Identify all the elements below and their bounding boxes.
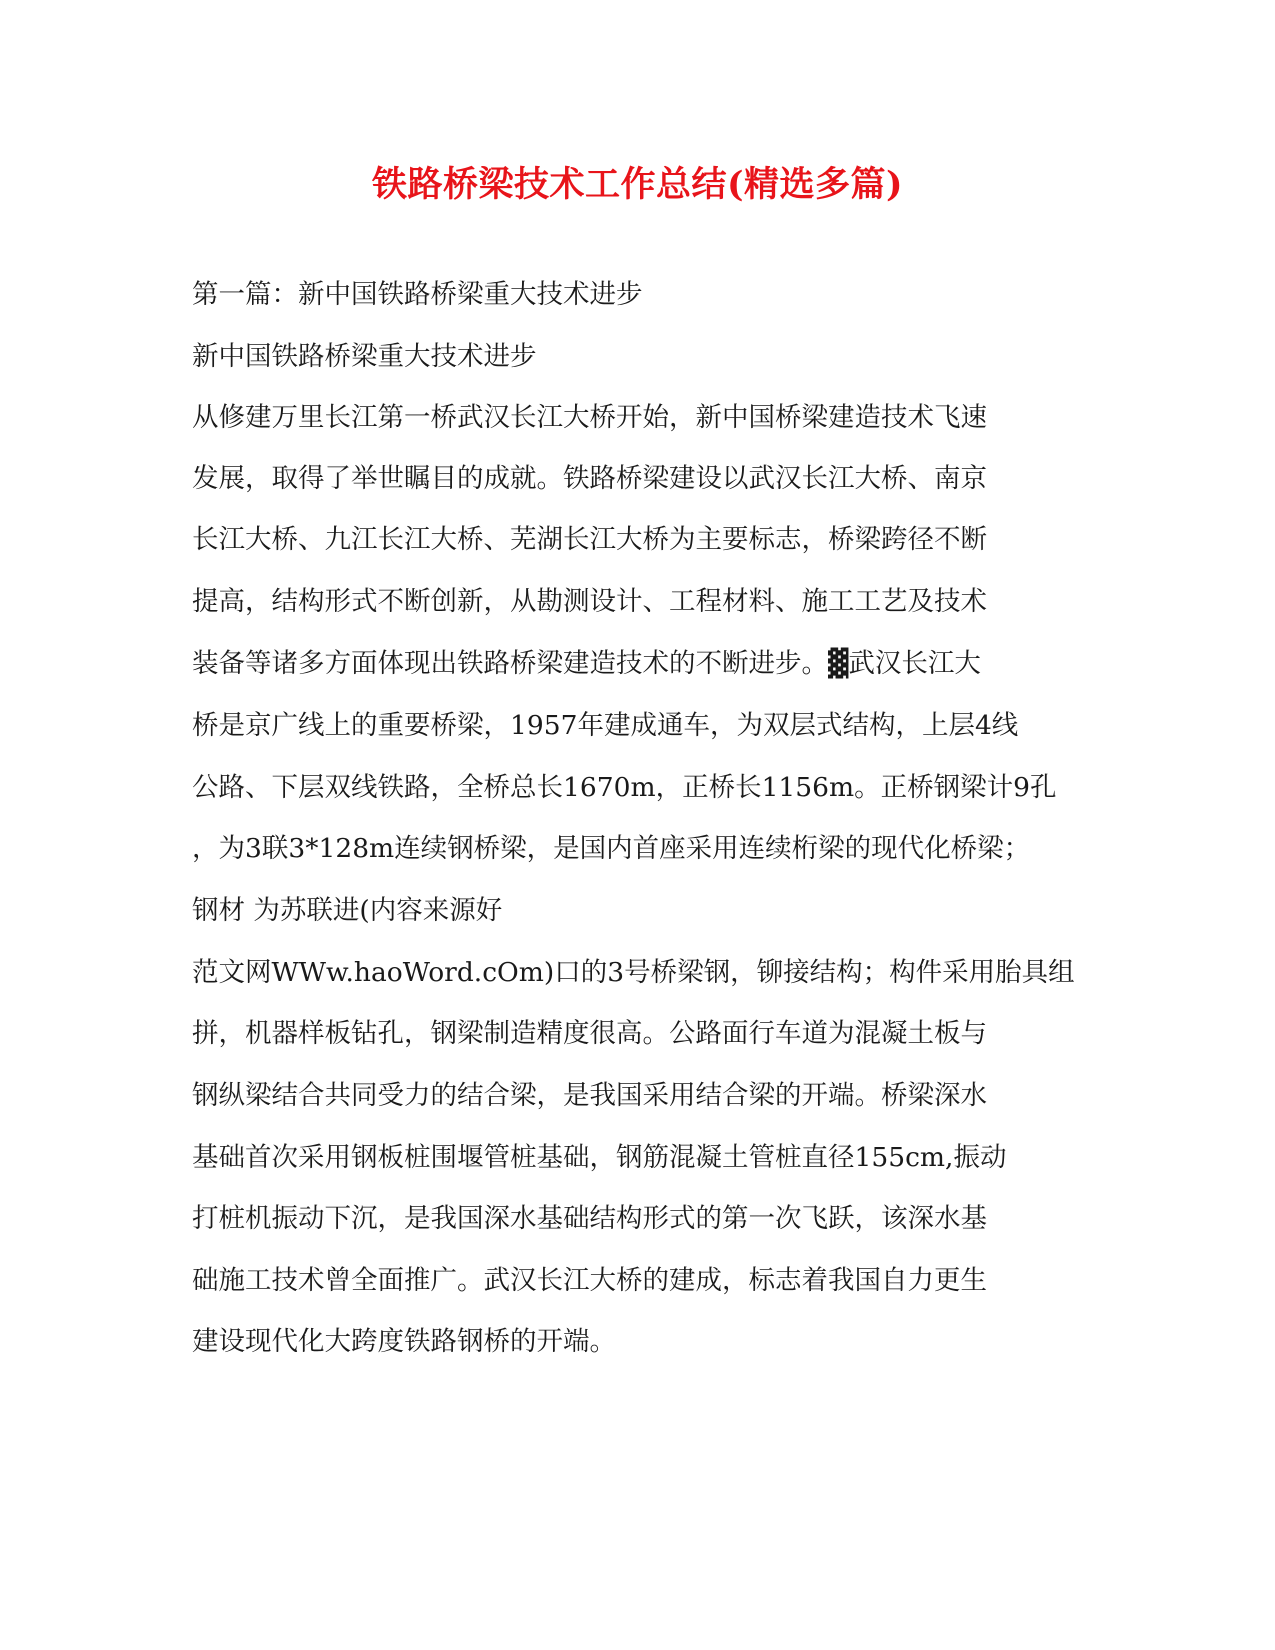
- body-line: 础施工技术曾全面推广。武汉长江大桥的建成，标志着我国自力更生: [192, 1265, 987, 1296]
- body-line: 建设现代化大跨度铁路钢桥的开端。: [192, 1326, 616, 1357]
- body-line: 打桩机振动下沉，是我国深水基础结构形式的第一次飞跃，该深水基: [192, 1203, 987, 1234]
- body-line: 范文网WWw.haoWord.cOm)口的3号桥梁钢，铆接结构；构件采用胎具组: [192, 957, 1075, 988]
- body-line: 公路、下层双线铁路，全桥总长1670m，正桥长1156m。正桥钢梁计9孔: [192, 772, 1057, 803]
- section-heading: 新中国铁路桥梁重大技术进步: [192, 341, 537, 372]
- body-line: 提高，结构形式不断创新，从勘测设计、工程材料、施工工艺及技术: [192, 586, 987, 617]
- body-line: 发展，取得了举世瞩目的成就。铁路桥梁建设以武汉长江大桥、南京: [192, 463, 987, 494]
- body-line: 钢材 为苏联进(内容来源好: [192, 895, 503, 926]
- body-line: 拼，机器样板钻孔，钢梁制造精度很高。公路面行车道为混凝土板与: [192, 1018, 987, 1049]
- body-line: 桥是京广线上的重要桥梁，1957年建成通车，为双层式结构，上层4线: [192, 710, 1019, 741]
- document-title: 铁路桥梁技术工作总结(精选多篇): [371, 164, 904, 205]
- body-line: 从修建万里长江第一桥武汉长江大桥开始，新中国桥梁建造技术飞速: [192, 402, 987, 433]
- body-line: 装备等诸多方面体现出铁路桥梁建造技术的不断进步。▓武汉长江大: [192, 648, 981, 679]
- body-line: 基础首次采用钢板桩围堰管桩基础，钢筋混凝土管桩直径155cm,振动: [192, 1142, 1007, 1173]
- body-line: 长江大桥、九江长江大桥、芜湖长江大桥为主要标志，桥梁跨径不断: [192, 524, 987, 555]
- chapter-heading: 第一篇：新中国铁路桥梁重大技术进步: [192, 279, 643, 310]
- body-line: ，为3联3*128m连续钢桥梁，是国内首座采用连续桁梁的现代化桥梁；: [192, 833, 1031, 864]
- body-line: 钢纵梁结合共同受力的结合梁，是我国采用结合梁的开端。桥梁深水: [192, 1080, 987, 1111]
